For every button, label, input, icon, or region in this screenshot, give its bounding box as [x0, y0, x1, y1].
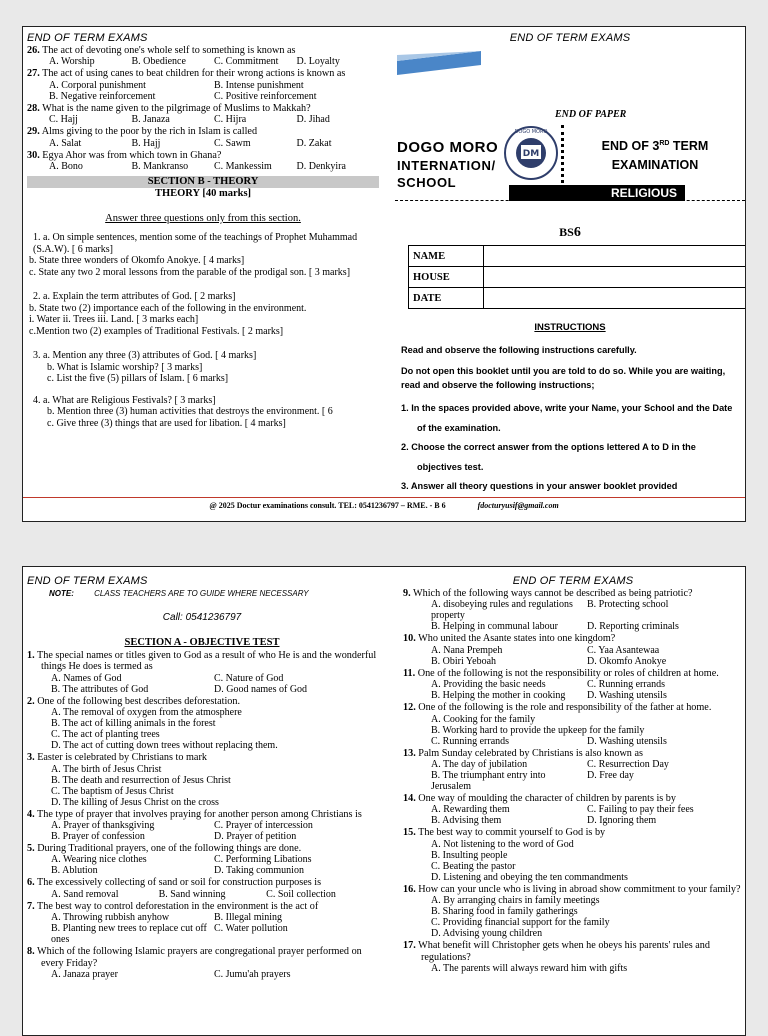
objective-question — [403, 702, 743, 746]
question-number: 4. — [27, 808, 35, 820]
answer-option: A. Names of God — [51, 672, 122, 684]
exam-page-1 — [22, 26, 746, 522]
question-number: 13. — [403, 747, 416, 759]
answer-option: D. Denkyira — [296, 161, 346, 173]
objective-question — [27, 68, 379, 101]
answer-option: B. Janaza — [131, 114, 170, 126]
theory-line: b. Mention three (3) human activities that destroys the environment. [ 6 — [47, 406, 333, 418]
question-line — [403, 668, 743, 679]
answer-option: D. Okomfo Anokye — [587, 655, 667, 667]
theory-line: b. State two (2) importance each of the following in the environment. — [29, 302, 307, 314]
section-b-title: SECTION B - THEORY — [27, 176, 379, 188]
instruction-item: 2. Choose the correct answer from the options lettered A to D in the objectives test. — [401, 442, 696, 472]
question-number: 16. — [403, 883, 416, 895]
answer-option: A. By arranging chairs in family meetings — [431, 895, 600, 907]
answer-option: B. The triumphant entry into Jerusalem — [431, 770, 546, 793]
question-options — [403, 759, 743, 792]
answer-option: C. Hijra — [214, 114, 247, 126]
answer-option: D. Zakat — [296, 137, 332, 149]
answer-option: C. Beating the pastor — [431, 860, 516, 872]
question-line — [27, 45, 379, 56]
objective-question — [403, 633, 743, 666]
question-options — [403, 839, 743, 883]
question-text: The best way to commit yourself to God is by — [418, 827, 606, 839]
note-label: NOTE: — [49, 589, 74, 598]
question-number: 5. — [27, 843, 35, 855]
instructions-intro-1: Read and observe the following instructions carefully. — [401, 345, 637, 355]
objective-question — [27, 877, 377, 899]
instructions-title: INSTRUCTIONS — [534, 322, 606, 333]
answer-option: B. Helping the mother in cooking — [431, 690, 566, 702]
question-number: 17. — [403, 940, 416, 952]
objective-question — [403, 748, 743, 792]
answer-option: C. Failing to pay their fees — [587, 804, 694, 816]
question-options — [403, 714, 743, 747]
answer-option: B. Illegal mining — [214, 912, 283, 924]
answer-option: A. Providing the basic needs — [431, 679, 546, 691]
objective-question — [403, 793, 743, 826]
question-text: Egya Ahor was from which town in Ghana? — [42, 149, 222, 161]
answer-option: B. Mankranso — [131, 161, 189, 173]
info-value-field[interactable] — [484, 267, 747, 288]
answer-option: A. The parents will always reward him with gifts — [431, 963, 628, 975]
answer-option: D. Washing utensils — [587, 690, 667, 702]
question-options — [27, 673, 377, 695]
page2-header-left: END OF TERM EXAMS — [27, 575, 148, 587]
question-number: 10. — [403, 633, 416, 645]
question-text: One of the following best describes deforestation. — [37, 695, 241, 707]
footer-divider — [23, 497, 745, 498]
answer-option: B. Sand winning — [158, 888, 226, 900]
answer-option: D. Reporting criminals — [587, 621, 679, 633]
theory-line: 1. a. On simple sentences, mention some of the teachings of Prophet Muhammad (S.A.W). [ 6 marks] — [33, 232, 358, 255]
exam-page-2 — [22, 566, 746, 1036]
question-options — [403, 645, 743, 667]
question-line — [27, 126, 379, 137]
school-name-line1: DOGO MORO — [397, 139, 499, 156]
answer-option: D. Good names of God — [214, 683, 308, 695]
answer-option: C. Hajj — [49, 114, 78, 126]
answer-option: D. Prayer of petition — [214, 831, 297, 843]
question-line — [403, 633, 743, 644]
page1-header-left: END OF TERM EXAMS — [27, 32, 148, 44]
theory-line: i. Water ii. Trees iii. Land. [ 3 marks each] — [29, 314, 199, 326]
objective-questions-26-30 — [27, 45, 379, 172]
question-options — [403, 599, 743, 632]
question-number: 15. — [403, 827, 416, 839]
logo-dotted-divider — [561, 125, 564, 183]
objective-question — [403, 827, 743, 882]
question-text: During Traditional prayers, one of the following things are done. — [37, 843, 302, 855]
question-options — [403, 963, 743, 974]
answer-option: D. The killing of Jesus Christ on the cross — [51, 796, 219, 808]
answer-option: C. Running errands — [587, 679, 666, 691]
page2-left-column — [27, 567, 377, 980]
question-number: 12. — [403, 702, 416, 714]
instructions-intro-2: Do not open this booklet until you are told to do so. While you are waiting, read and observe the following instructions; — [401, 366, 726, 390]
question-text: One of the following is not the responsibility or roles of children at home. — [417, 667, 719, 679]
question-line — [27, 752, 377, 763]
theory-questions — [27, 232, 379, 429]
answer-option: A. Janaza prayer — [51, 969, 118, 981]
school-logo — [503, 123, 559, 183]
objective-question — [403, 588, 743, 632]
theory-line: c.Mention two (2) examples of Traditional Festivals. [ 2 marks] — [29, 325, 284, 337]
school-name-line3: SCHOOL — [397, 175, 457, 190]
answer-option: A. Salat — [49, 137, 82, 149]
answer-option: B. Advising them — [431, 815, 502, 827]
answer-option: C. Commitment — [214, 56, 279, 68]
question-line — [27, 103, 379, 114]
question-number: 9. — [403, 588, 411, 599]
question-text: Which of the following ways cannot be described as being patriotic? — [413, 588, 693, 599]
question-options — [27, 80, 379, 102]
question-text: Palm Sunday celebrated by Christians is also known as — [418, 747, 643, 759]
question-text: The act of using canes to beat children for their wrong actions is known as — [42, 68, 346, 80]
question-number: 11. — [403, 667, 416, 679]
section-a-title: SECTION A - OBJECTIVE TEST — [124, 637, 280, 648]
answer-option: D. Loyalty — [296, 56, 340, 68]
info-value-field[interactable] — [484, 246, 747, 267]
answer-option: C. Nature of God — [214, 672, 284, 684]
question-options — [403, 804, 743, 826]
question-options — [27, 854, 377, 876]
objective-question — [403, 668, 743, 701]
answer-option: A. Worship — [49, 56, 95, 68]
theory-line: 4. a. What are Religious Festivals? [ 3 marks] — [33, 394, 216, 406]
question-text: The act of devoting one's whole self to something is known as — [42, 45, 296, 56]
answer-option: C. Providing financial support for the family — [431, 917, 610, 929]
question-number: 7. — [27, 900, 35, 912]
question-text: One of the following is the role and responsibility of the father at home. — [418, 702, 712, 714]
answer-option: C. Water pollution — [214, 923, 288, 935]
objective-question — [27, 946, 377, 980]
info-value-field[interactable] — [484, 288, 747, 309]
objective-question — [27, 901, 377, 945]
answer-option: A. Cooking for the family — [431, 713, 536, 725]
info-row — [409, 267, 747, 288]
question-text: Easter is celebrated by Christians to mark — [37, 752, 207, 764]
info-row — [409, 288, 747, 309]
question-number: 30. — [27, 149, 40, 161]
question-line — [27, 809, 377, 820]
question-text: What benefit will Christopher gets when he obeys his parents' rules and regulations? — [418, 940, 710, 963]
answer-option: B. Ablution — [51, 865, 98, 877]
objective-question — [403, 940, 743, 974]
theory-question — [27, 395, 379, 430]
call-number: Call: 0541236797 — [162, 612, 242, 623]
question-number: 28. — [27, 102, 40, 114]
question-line — [27, 877, 377, 888]
objective-question — [27, 752, 377, 807]
question-text: One way of moulding the character of children by parents is by — [418, 793, 676, 805]
answer-option: A. Throwing rubbish anyhow — [51, 912, 170, 924]
question-line — [403, 827, 743, 838]
answer-option: D. Jihad — [296, 114, 330, 126]
answer-option: B. Working hard to provide the upkeep for the family — [431, 724, 645, 736]
page1-right-column — [395, 27, 745, 491]
answer-option: C. Prayer of intercession — [214, 820, 313, 832]
question-line — [403, 588, 743, 599]
question-options — [27, 889, 377, 900]
logo-initials: DM — [522, 149, 540, 159]
question-text: Alms giving to the poor by the rich in Islam is called — [41, 126, 258, 138]
answer-option: B. Protecting school — [587, 599, 669, 611]
question-line — [27, 150, 379, 161]
answer-option: C. Yaa Asantewaa — [587, 644, 660, 656]
objective-questions-1-8 — [27, 650, 377, 980]
answer-option: A. Not listening to the word of God — [431, 838, 574, 850]
objective-question — [27, 103, 379, 125]
question-text: What is the name given to the pilgrimage of Muslims to Makkah? — [42, 102, 311, 114]
answer-option: C. The act of planting trees — [51, 729, 160, 741]
question-text: The special names or titles given to God as a result of who He is and the wonderful things He does is termed as — [37, 650, 377, 673]
info-row — [409, 246, 747, 267]
answer-option: B. Planting new trees to replace cut off ones — [51, 923, 207, 946]
question-text: Which of the following Islamic prayers are congregational prayer performed on every Friday? — [37, 946, 362, 969]
question-number: 3. — [27, 752, 35, 764]
answer-option: C. Performing Libations — [214, 854, 312, 866]
question-number: 2. — [27, 695, 35, 707]
theory-line: b. State three wonders of Okomfo Anokye. [ 4 marks] — [29, 255, 245, 267]
answer-option: A. Rewarding them — [431, 804, 510, 816]
answer-option: A. disobeying rules and regulations property — [431, 599, 573, 622]
question-number: 1. — [27, 650, 35, 661]
answer-option: C. Positive reinforcement — [214, 90, 317, 102]
note-line — [27, 589, 377, 598]
answer-option: D. Advising young children — [431, 928, 543, 940]
answer-option: B. Prayer of confession — [51, 831, 145, 843]
question-text: The type of prayer that involves praying for another person among Christians is — [37, 808, 362, 820]
question-line — [403, 793, 743, 804]
end-of-paper: END OF PAPER — [555, 109, 627, 120]
question-number: 26. — [27, 45, 40, 56]
answer-option: C. Soil collection — [266, 888, 336, 900]
answer-option: A. The day of jubilation — [431, 759, 528, 771]
objective-question — [27, 126, 379, 148]
answer-option: B. Helping in communal labour — [431, 621, 558, 633]
answer-option: B. Hajj — [131, 137, 161, 149]
exam-title-line1: END OF 3RD TERM — [601, 139, 709, 153]
question-text: Who united the Asante states into one kingdom? — [418, 633, 616, 645]
answer-option: A. The removal of oxygen from the atmosphere — [51, 707, 242, 719]
question-options — [403, 895, 743, 939]
info-label: NAME — [409, 246, 484, 267]
question-options — [403, 679, 743, 701]
question-options — [27, 764, 377, 808]
objective-question — [27, 150, 379, 172]
question-text: How can your uncle who is living in abroad show commitment to your family? — [418, 883, 741, 895]
answer-option: C. Resurrection Day — [587, 759, 669, 771]
theory-line: c. List the five (5) pillars of Islam. [ 6 marks] — [47, 373, 229, 385]
answer-option: B. Negative reinforcement — [49, 90, 156, 102]
class-label: BS6 — [559, 225, 581, 240]
theory-line: b. What is Islamic worship? [ 3 marks] — [47, 361, 203, 373]
question-number: 14. — [403, 793, 416, 805]
answer-option: B. Obedience — [131, 56, 186, 68]
exam-title-line2: EXAMINATION — [611, 158, 699, 172]
page2-header-right: END OF TERM EXAMS — [512, 575, 634, 587]
question-line — [27, 843, 377, 854]
answer-option: D. Listening and obeying the ten commandments — [431, 871, 628, 883]
theory-line: c. State any two 2 moral lessons from the parable of the prodigal son. [ 3 marks] — [29, 266, 351, 278]
answer-option: C. Mankessim — [214, 161, 272, 173]
question-line — [403, 702, 743, 713]
answer-option: D. Ignoring them — [587, 815, 657, 827]
instruction-item: 3. Answer all theory questions in your answer booklet provided — [401, 481, 678, 491]
objective-question — [27, 650, 377, 695]
question-line — [27, 946, 377, 969]
objective-question — [403, 884, 743, 939]
instructions-list — [401, 399, 737, 497]
logo-ring-text: DOGO MORO — [514, 129, 548, 135]
question-text: The excessively collecting of sand or soil for construction purposes is — [37, 877, 322, 889]
question-number: 8. — [27, 946, 35, 958]
answer-option: B. The attributes of God — [51, 683, 149, 695]
theory-subtitle: THEORY [40 marks] — [154, 188, 252, 200]
question-text: The best way to control deforestation in the environment is the act of — [37, 900, 319, 912]
answer-option: B. The act of killing animals in the forest — [51, 718, 216, 730]
answer-option: C. Jumu'ah prayers — [214, 969, 291, 981]
answer-option: C. Sawm — [214, 137, 251, 149]
question-line — [27, 696, 377, 707]
answer-option: A. Corporal punishment — [49, 79, 146, 91]
answer-option: A. The birth of Jesus Christ — [51, 763, 162, 775]
answer-option: D. Washing utensils — [587, 735, 667, 747]
answer-option: A. Prayer of thanksgiving — [51, 820, 155, 832]
question-line — [27, 901, 377, 912]
page1-left-column — [27, 27, 379, 442]
objective-questions-9-17 — [403, 588, 743, 974]
answer-option: D. Free day — [587, 770, 634, 782]
footer-email: fdocturyusif@gmail.com — [477, 501, 559, 510]
instruction-item: 1. In the spaces provided above, write your Name, your School and the Date of the examination. — [401, 403, 733, 433]
question-options — [27, 56, 379, 67]
objective-question — [27, 696, 377, 751]
objective-question — [27, 809, 377, 842]
page1-footer — [23, 501, 745, 510]
question-options — [27, 161, 379, 172]
question-options — [27, 912, 377, 945]
theory-question — [27, 291, 379, 337]
school-name-line2: INTERNATION/ — [397, 158, 496, 173]
answer-option: A. Sand removal — [51, 888, 119, 900]
theory-instruction: Answer three questions only from this section. — [105, 213, 301, 225]
blue-stripe-graphic — [397, 51, 481, 75]
question-line — [403, 884, 743, 895]
theory-line: c. Give three (3) things that are used for libation. [ 4 marks] — [47, 417, 286, 429]
question-number: 6. — [27, 877, 35, 889]
question-options — [27, 820, 377, 842]
subject-banner: RELIGIOUS — [509, 185, 685, 201]
answer-option: C. The baptism of Jesus Christ — [51, 785, 174, 797]
question-line — [403, 940, 743, 963]
info-label: HOUSE — [409, 267, 484, 288]
question-options — [27, 138, 379, 149]
answer-option: A. Bono — [49, 161, 83, 173]
question-line — [403, 748, 743, 759]
objective-question — [27, 843, 377, 876]
answer-option: D. The act of cutting down trees without replacing them. — [51, 740, 278, 752]
answer-option: D. Taking communion — [214, 865, 304, 877]
answer-option: B. Sharing food in family gatherings — [431, 906, 578, 918]
theory-line: 3. a. Mention any three (3) attributes of God. [ 4 marks] — [33, 350, 257, 362]
answer-option: A. Nana Prempeh — [431, 644, 503, 656]
note-text: CLASS TEACHERS ARE TO GUIDE WHERE NECESSARY — [94, 589, 309, 598]
question-options — [27, 969, 377, 980]
page1-header-right: END OF TERM EXAMS — [509, 32, 631, 44]
answer-option: B. Obiri Yeboah — [431, 655, 497, 667]
theory-question — [27, 232, 379, 278]
answer-option: B. Insulting people — [431, 849, 508, 861]
page2-right-column — [403, 567, 743, 974]
question-options — [27, 114, 379, 125]
answer-option: B. The death and resurrection of Jesus Christ — [51, 774, 231, 786]
answer-option: C. Running errands — [431, 735, 510, 747]
footer-copyright: @ 2025 Doctur examinations consult. TEL: 0541236797 – RME. - B 6 — [209, 501, 446, 510]
answer-option: B. Intense punishment — [214, 79, 304, 91]
student-info-table — [408, 245, 746, 309]
question-line — [27, 650, 377, 673]
theory-question — [27, 350, 379, 385]
question-number: 27. — [27, 68, 40, 80]
question-options — [27, 707, 377, 751]
info-label: DATE — [409, 288, 484, 309]
question-line — [27, 68, 379, 79]
question-number: 29. — [27, 126, 40, 138]
objective-question — [27, 45, 379, 67]
theory-line: 2. a. Explain the term attributes of God. [ 2 marks] — [33, 291, 236, 303]
answer-option: A. Wearing nice clothes — [51, 854, 147, 866]
